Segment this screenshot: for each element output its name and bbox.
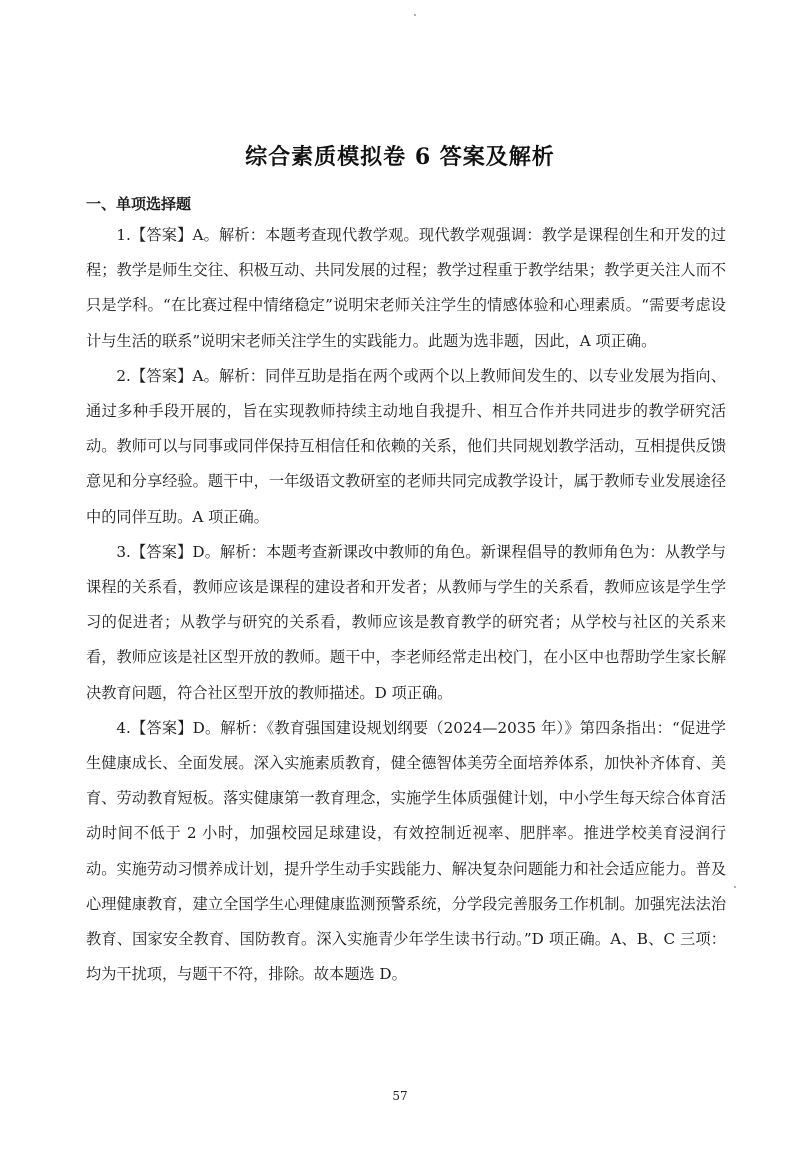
answer-paragraph-3: 3.【答案】D。解析：本题考查新课改中教师的角色。新课程倡导的教师角色为：从教学与课程的关系看，教师应该是课程的建设者和开发者；从教师与学生的关系看，教师应该是学生学习的促进者；从教学与研究的关系看，教师应该是教育教学的研究者；从学校与社区的关系来看，教师应该是社区型开放的教师。题干中，李老师经常走出校门，在小区中也帮助学生家长解决教育问题，符合社区型开放的教师描述。D 项正确。 [86,542,726,702]
scan-speck [734,886,736,888]
answer-paragraph-4: 4.【答案】D。解析：《教育强国建设规划纲要（2024—2035 年）》第四条指出：“促进学生健康成长、全面发展。深入实施素质教育，健全德智体美劳全面培养体系，加快补齐体育、美育、劳动教育短板。落实健康第一教育理念，实施学生体质强健计划，中小学生每天综合体育活动时间不低于 2 小时，加强校园足球建设，有效控制近视率、肥胖率。推进学校美育浸润行动。实施劳动习惯养成计划，提升学生动手实践能力、解决复杂问题能力和社会适应能力。普及心理健康教育，建立全国学生心理健康监测预警系统，分学段完善服务工作机制。加强宪法法治教育、国家安全教育、国防教育。深入实施青少年学生读书行动。”D 项正确。A、B、C 三项：均为干扰项，与题干不符，排除。故本题选 D。 [86,718,726,984]
section-heading: 一、单项选择题 [86,195,192,213]
page-title: 综合素质模拟卷 6 答案及解析 [245,144,555,170]
answer-body [86,218,726,992]
scan-speck [414,14,416,16]
page-number: 57 [392,1089,408,1103]
answer-paragraph-2: 2.【答案】A。解析：同伴互助是指在两个或两个以上教师间发生的、以专业发展为指向、通过多种手段开展的，旨在实现教师持续主动地自我提升、相互合作并共同进步的教学研究活动。教师可以与同事或同伴保持互相信任和依赖的关系，他们共同规划教学活动，互相提供反馈意见和分享经验。题干中，一年级语文教研室的老师共同完成教学设计，属于教师专业发展途径中的同伴互助。A 项正确。 [86,366,726,526]
answer-paragraph-1: 1.【答案】A。解析：本题考查现代教学观。现代教学观强调：教学是课程创生和开发的过程；教学是师生交往、积极互动、共同发展的过程；教学过程重于教学结果；教学更关注人而不只是学科。“在比赛过程中情绪稳定”说明宋老师关注学生的情感体验和心理素质。“需要考虑设计与生活的联系”说明宋老师关注学生的实践能力。此题为选非题，因此，A 项正确。 [86,226,726,350]
